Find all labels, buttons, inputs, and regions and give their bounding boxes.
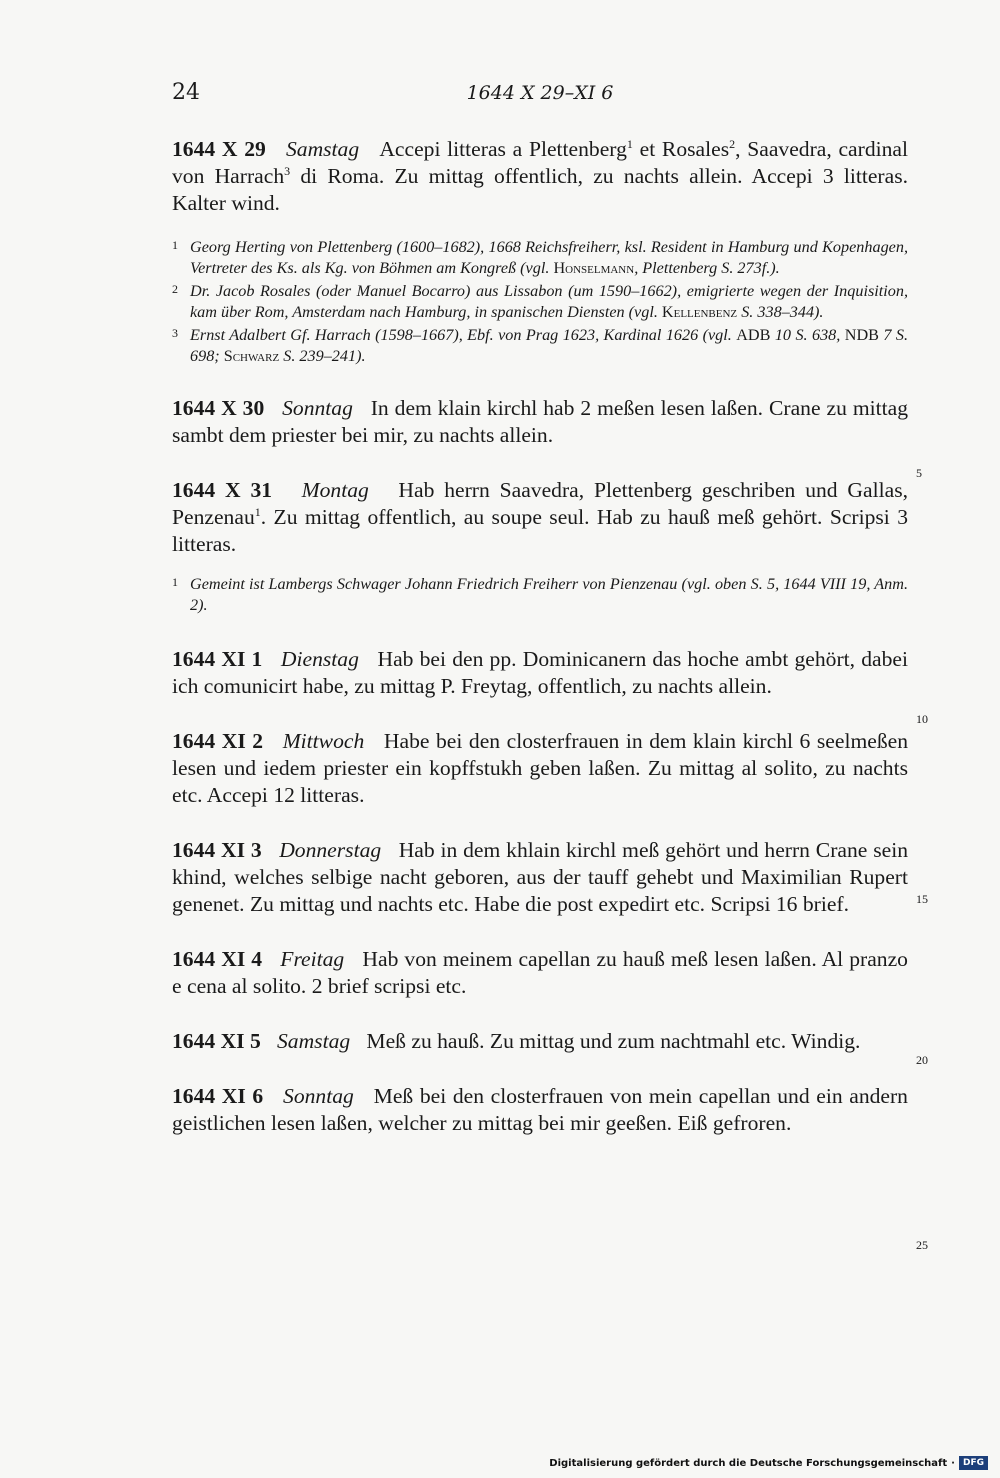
footnote-ref: 2: [729, 136, 736, 151]
reference-abbr: NDB: [844, 326, 879, 344]
entry-text: Meß zu hauß. Zu mittag und zum nachtmahl etc. Windig.: [366, 1029, 861, 1053]
entry-date: 1644 XI 1: [172, 647, 263, 671]
entry-weekday: Samstag: [276, 1029, 351, 1053]
entry-text: Hab von meinem capellan zu hauß meß lesen laßen. Al pranzo e cena al solito. 2 brief scripsi etc.: [172, 947, 908, 998]
dfg-logo-icon: DFG: [959, 1456, 988, 1470]
diary-entry: [172, 646, 908, 700]
line-number: 10: [916, 712, 928, 726]
entry-date: 1644 XI 4: [172, 947, 263, 971]
entry-weekday: Samstag: [285, 137, 360, 161]
footnote-text: , Plettenberg S. 273f.).: [634, 259, 780, 277]
running-title: 1644 X 29–XI 6: [466, 82, 614, 104]
entry-text: Meß bei den closterfrauen von mein capellan und ein andern geistlichen lesen laßen, welcher zu mittag bei mir geeßen. Eiß gefroren.: [172, 1084, 908, 1135]
footnote-number: 1: [172, 238, 178, 252]
author-name: Schwarz: [223, 347, 280, 365]
entry-text: et Rosales: [632, 137, 730, 161]
page-body: [172, 136, 908, 1137]
entry-weekday: Freitag: [280, 947, 345, 971]
line-number: 20: [916, 1053, 928, 1067]
footnote-text: S. 239–241).: [279, 347, 366, 365]
entry-text: , Saavedra, cardinal von Harrach: [172, 137, 909, 188]
footnote-ref: 1: [626, 136, 633, 151]
diary-entry: [172, 395, 908, 449]
entry-text: Habe bei den closterfrauen in dem klain kirchl 6 seelmeßen lesen und iedem priester ein kopffstukh geben laßen. Zu mittag al solito, zu nachts etc. Accepi 12 litteras.: [172, 729, 909, 807]
footnote-ref: 1: [254, 504, 261, 519]
footnotes: [172, 235, 908, 367]
footnote: [172, 323, 908, 367]
footnote-number: 2: [172, 282, 178, 296]
footnote-ref: 3: [284, 163, 291, 178]
entry-date: 1644 XI 6: [172, 1084, 264, 1108]
entry-text: Accepi litteras a Plettenberg: [379, 137, 627, 161]
footnote-text: Ernst Adalbert Gf. Harrach (1598–1667), Ebf. von Prag 1623, Kardinal 1626 (vgl.: [190, 326, 737, 344]
diary-entry: [172, 1028, 908, 1055]
diary-entry: [172, 728, 908, 809]
footnote-text: Gemeint ist Lambergs Schwager Johann Friedrich Freiherr von Pienzenau (vgl. oben S. 5, 1644 VIII 19, Anm. 2).: [190, 575, 908, 614]
reference-abbr: ADB: [736, 326, 771, 344]
entry-weekday: Sonntag: [283, 1084, 354, 1108]
entry-text: Hab in dem khlain kirchl meß gehört und herrn Crane sein khind, welches selbige nacht geboren, aus der tauff gehebt und Maximilian Rupert genenet. Zu mittag und nachts etc. Habe die post expedirt etc. Scripsi 16 brief.: [172, 838, 908, 916]
funding-footer: Digitalisierung gefördert durch die Deutsche Forschungsgemeinschaft · DFG: [549, 1456, 988, 1470]
page-number: 24: [172, 80, 200, 105]
entry-weekday: Mittwoch: [282, 729, 365, 753]
line-number: 5: [916, 466, 922, 480]
entry-text: . Zu mittag offentlich, au soupe seul. Hab zu hauß meß gehört. Scripsi 3 litteras.: [172, 505, 908, 556]
entry-date: 1644 X 29: [172, 137, 266, 161]
diary-entry: [172, 1083, 908, 1137]
entry-text: In dem klain kirchl hab 2 meßen lesen laßen. Crane zu mittag sambt dem priester bei mir, zu nachts allein.: [172, 396, 908, 447]
diary-entry: [172, 946, 908, 1000]
entry-text: Hab bei den pp. Dominicanern das hoche ambt gehört, dabei ich comunicirt habe, zu mittag P. Freytag, offentlich, zu nachts allein.: [172, 647, 909, 698]
entry-text: di Roma. Zu mittag offentlich, zu nachts allein. Accepi 3 litteras. Kalter wind.: [172, 164, 908, 215]
entry-weekday: Sonntag: [282, 396, 353, 420]
footnote-text: Georg Herting von Plettenberg (1600–1682), 1668 Reichsfreiherr, ksl. Resident in Hamburg und Kopenhagen, Vertreter des Ks. als Kg. von Böhmen am Kongreß (vgl.: [190, 238, 908, 277]
footnotes: [172, 572, 908, 616]
diary-entry: [172, 477, 908, 558]
entry-weekday: Montag: [301, 478, 369, 502]
entry-weekday: Donnerstag: [279, 838, 382, 862]
line-number: 25: [916, 1238, 928, 1252]
author-name: Kellenbenz: [661, 303, 738, 321]
diary-entry: [172, 837, 908, 918]
entry-date: 1644 XI 2: [172, 729, 264, 753]
footnote-number: 3: [172, 326, 178, 340]
footnote-number: 1: [172, 575, 178, 589]
entry-date: 1644 X 30: [172, 396, 265, 420]
footnote: [172, 572, 908, 616]
entry-date: 1644 X 31: [172, 478, 273, 502]
entry-date: 1644 XI 3: [172, 838, 262, 862]
diary-entry: [172, 136, 908, 217]
author-name: Honselmann: [553, 259, 635, 277]
funding-text: Digitalisierung gefördert durch die Deutsche Forschungsgemeinschaft: [549, 1457, 948, 1469]
line-number: 15: [916, 892, 928, 906]
entry-weekday: Dienstag: [280, 647, 359, 671]
entry-date: 1644 XI 5: [172, 1029, 261, 1053]
footnote-text: S. 338–344).: [737, 303, 824, 321]
page-header: [172, 80, 908, 110]
footnote: [172, 279, 908, 323]
footnote: [172, 235, 908, 279]
footnote-text: 10 S. 638,: [770, 326, 845, 344]
entry-text: Hab herrn Saavedra, Plettenberg geschriben und Gallas, Penzenau: [172, 478, 908, 529]
footnote-text: 7 S. 698;: [190, 326, 909, 365]
footnote-text: Dr. Jacob Rosales (oder Manuel Bocarro) aus Lissabon (um 1590–1662), emigrierte wegen der Inquisition, kam über Rom, Amsterdam nach Hamburg, in spanischen Diensten (vgl.: [190, 282, 908, 321]
